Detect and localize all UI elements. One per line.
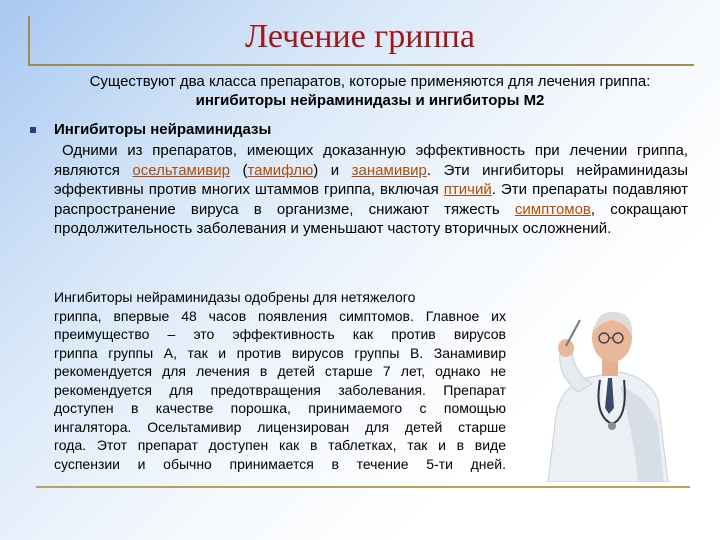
bottom-divider (36, 486, 690, 488)
intro-line-2: ингибиторы нейраминидазы и ингибиторы М2 (195, 92, 545, 109)
paragraph-text: ) и (313, 161, 352, 179)
paragraph-line: суспензии и обычно принимается в течение 5-ти дней. (54, 455, 506, 472)
paragraph-text: Одними из препаратов, имеющих доказанную эффективность при лечении гриппа, являются (54, 142, 688, 179)
paragraph-line: преимущество – это эффективность как против вирусов (54, 326, 506, 342)
link-symptoms[interactable]: симптомов (514, 200, 591, 218)
link-oseltamivir[interactable]: осельтамивир (132, 161, 230, 179)
intro-line-1: Существуют два класса препаратов, которые применяются для лечения гриппа: (89, 73, 651, 90)
paragraph-line: гриппа, впервые 48 часов появления симптомов. Главное их (54, 307, 506, 324)
paragraph-line: доступен в качестве порошка, принимаемого с помощью (54, 400, 506, 416)
section-heading: Ингибиторы нейраминидазы (54, 121, 272, 138)
doctor-illustration (508, 296, 688, 482)
approval-paragraph (54, 288, 506, 473)
intro-text (70, 72, 670, 110)
paragraph-text: . Эти препараты подавляют распространение вируса в организме, снижают тяжесть (54, 181, 688, 218)
page-title: Лечение гриппа (245, 18, 475, 55)
section-paragraph (54, 141, 688, 238)
neuraminidase-section (54, 120, 688, 238)
paragraph-line: года. Этот препарат доступен как в таблетках, так и в виде (54, 437, 506, 453)
paragraph-line: ингалятора. Осельтамивир лицензирован для детей старше (54, 418, 506, 435)
paragraph-line: гриппа группы А, так и против вирусов группы В. Занамивир (54, 344, 506, 361)
link-tamiflu[interactable]: тамифлю (247, 161, 314, 179)
paragraph-text: , сокращают продолжительность заболевания и уменьшают частоту вторичных осложнений. (54, 200, 688, 238)
bullet-square-icon (30, 127, 36, 133)
paragraph-line: рекомендуется для предотвращения заболевания. Препарат (54, 381, 506, 398)
link-zanamivir[interactable]: занамивир (351, 161, 427, 179)
link-bird-flu[interactable]: птичий (443, 181, 492, 199)
paragraph-text: ( (229, 161, 248, 179)
doctor-hand (558, 339, 574, 357)
paragraph-text: . Эти ингибиторы нейраминидазы эффективны против многих штаммов гриппа, включая (54, 161, 688, 199)
paragraph-line: рекомендуется для лечения в детей старше 7 лет, однако не (54, 363, 506, 379)
stethoscope-bell (608, 422, 616, 430)
paragraph-line: Ингибиторы нейраминидазы одобрены для нетяжелого (54, 289, 416, 305)
thermometer-icon (566, 320, 580, 346)
doctor-arm (560, 352, 592, 392)
